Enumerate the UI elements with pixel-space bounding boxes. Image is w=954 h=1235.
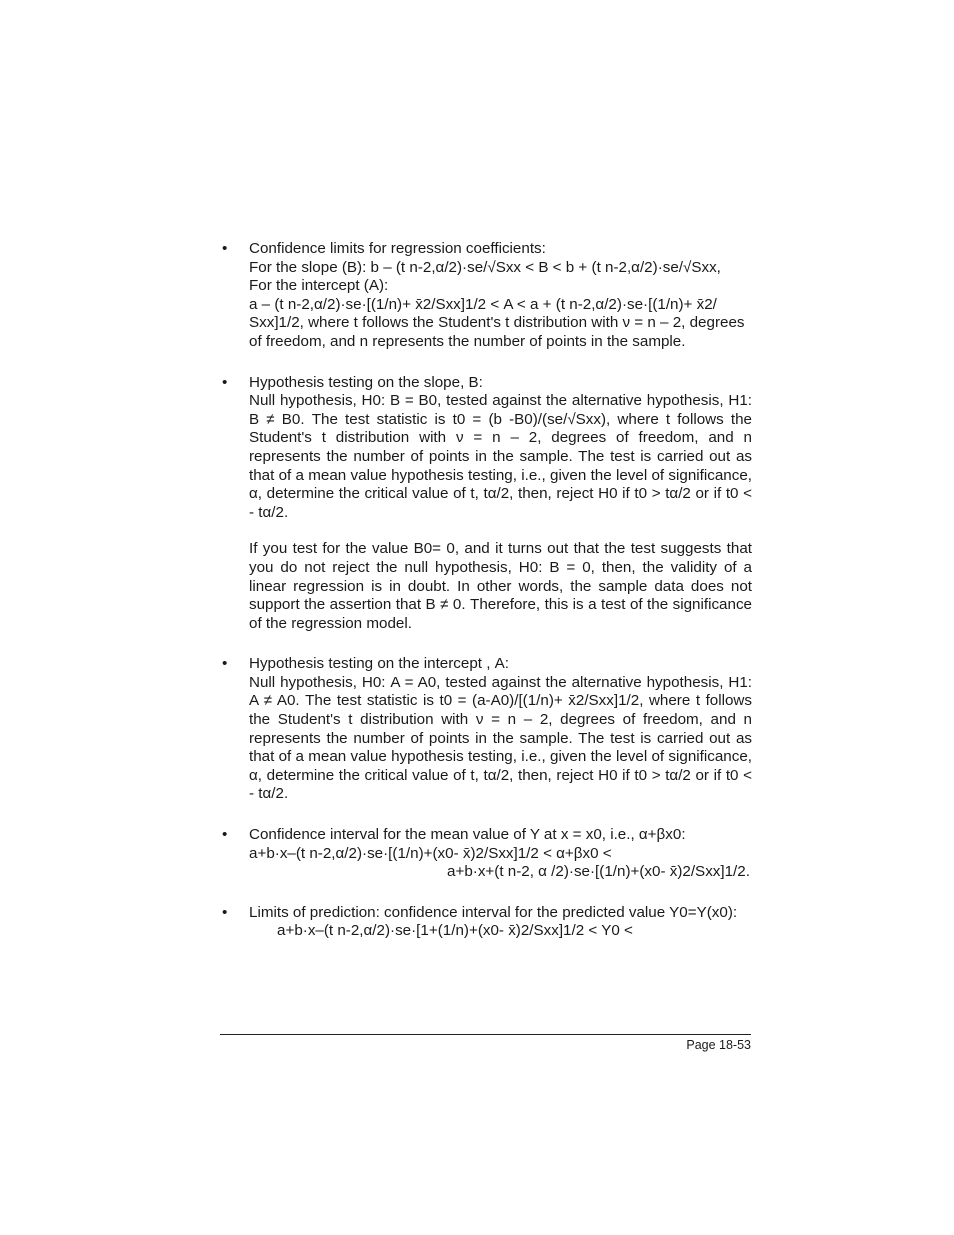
item-heading: Hypothesis testing on the slope, Β:: [249, 373, 483, 391]
page-number: Page 18-53: [686, 1038, 751, 1052]
text-line: Confidence limits for regression coefficients:: [249, 240, 546, 257]
bullet-marker: •: [222, 373, 228, 391]
page-body: [222, 240, 752, 963]
formula-line: a+b·x–(t n-2,α/2)·se·[1+(1/n)+(x0- x̄)2/Sxx]1/2 < Y0 <: [277, 922, 633, 940]
text-line: Limits of prediction: confidence interval for the predicted value Y0=Y(x0):: [249, 903, 738, 921]
paragraph: Null hypothesis, H0: Β = Β0, tested against the alternative hypothesis, H1: Β ≠ Β0. The test statistic is t0 = (b -Β0)/(se/√Sxx), where t follows the Student's t distribution with ν = n – 2, degrees of freedom, and n represents the number of points in the sample. The test is carried out as that of a mean value hypothesis testing, i.e., given the level of significance, α, determine the critical value of t, tα/2, then, reject H0 if t0 > tα/2 or if t0 < - tα/2.: [249, 392, 752, 521]
bullet-marker: •: [222, 903, 228, 921]
formula-line: a+b·x–(t n-2,α/2)·se·[(1/n)+(x0- x̄)2/Sxx]1/2 < α+βx0 <: [249, 844, 612, 862]
paragraph: If you test for the value Β0= 0, and it turns out that the test suggests that you do not reject the null hypothesis, H0: Β = 0, then, the validity of a linear regression is in doubt. In other words, the sample data does not support the assertion that Β ≠ 0. Therefore, this is a test of the significance of the regression model.: [249, 540, 752, 632]
footer-rule: [220, 1034, 751, 1035]
bullet-marker: •: [222, 826, 228, 844]
bullet-confidence-limits: [222, 240, 752, 352]
bullet-slope-test: [222, 374, 752, 634]
paragraph: Null hypothesis, H0: Α = Α0, tested against the alternative hypothesis, H1: Α ≠ Α0. The test statistic is t0 = (a-Α0)/[(1/n)+ x̄2/Sxx]1/2, where t follows the Student's t distribution with ν = n – 2, degrees of freedom, and n represents the number of points in the sample. The test is carried out as that of a mean value hypothesis testing, i.e., given the level of significance, α, determine the critical value of t, tα/2, then, reject H0 if t0 > tα/2 or if t0 < - tα/2.: [249, 673, 752, 803]
text-line: For the intercept (Α):: [249, 277, 389, 295]
item-heading: Hypothesis testing on the intercept , Α:: [249, 655, 510, 673]
text-line: Confidence interval for the mean value of Y at x = x0, i.e., α+βx0:: [249, 826, 686, 844]
text-line: Sxx]1/2, where t follows the Student's t distribution with ν = n – 2, degrees: [249, 314, 745, 332]
formula-line: a+b·x+(t n-2, α /2)·se·[(1/n)+(x0- x̄)2/Sxx]1/2.: [447, 863, 750, 881]
bullet-marker: •: [222, 655, 228, 673]
formula-line: a – (t n-2,α/2)·se·[(1/n)+ x̄2/Sxx]1/2 < Α < a + (t n-2,α/2)·se·[(1/n)+ x̄2/: [249, 295, 717, 313]
bullet-intercept-test: [222, 655, 752, 804]
text-line: of freedom, and n represents the number of points in the sample.: [249, 332, 686, 350]
text-line: For the slope (Β): b – (t n-2,α/2)·se/√Sxx < Β < b + (t n-2,α/2)·se/√Sxx,: [249, 258, 721, 276]
bullet-marker: •: [222, 240, 228, 257]
bullet-prediction-limits: [222, 904, 752, 941]
bullet-mean-ci: [222, 826, 752, 882]
